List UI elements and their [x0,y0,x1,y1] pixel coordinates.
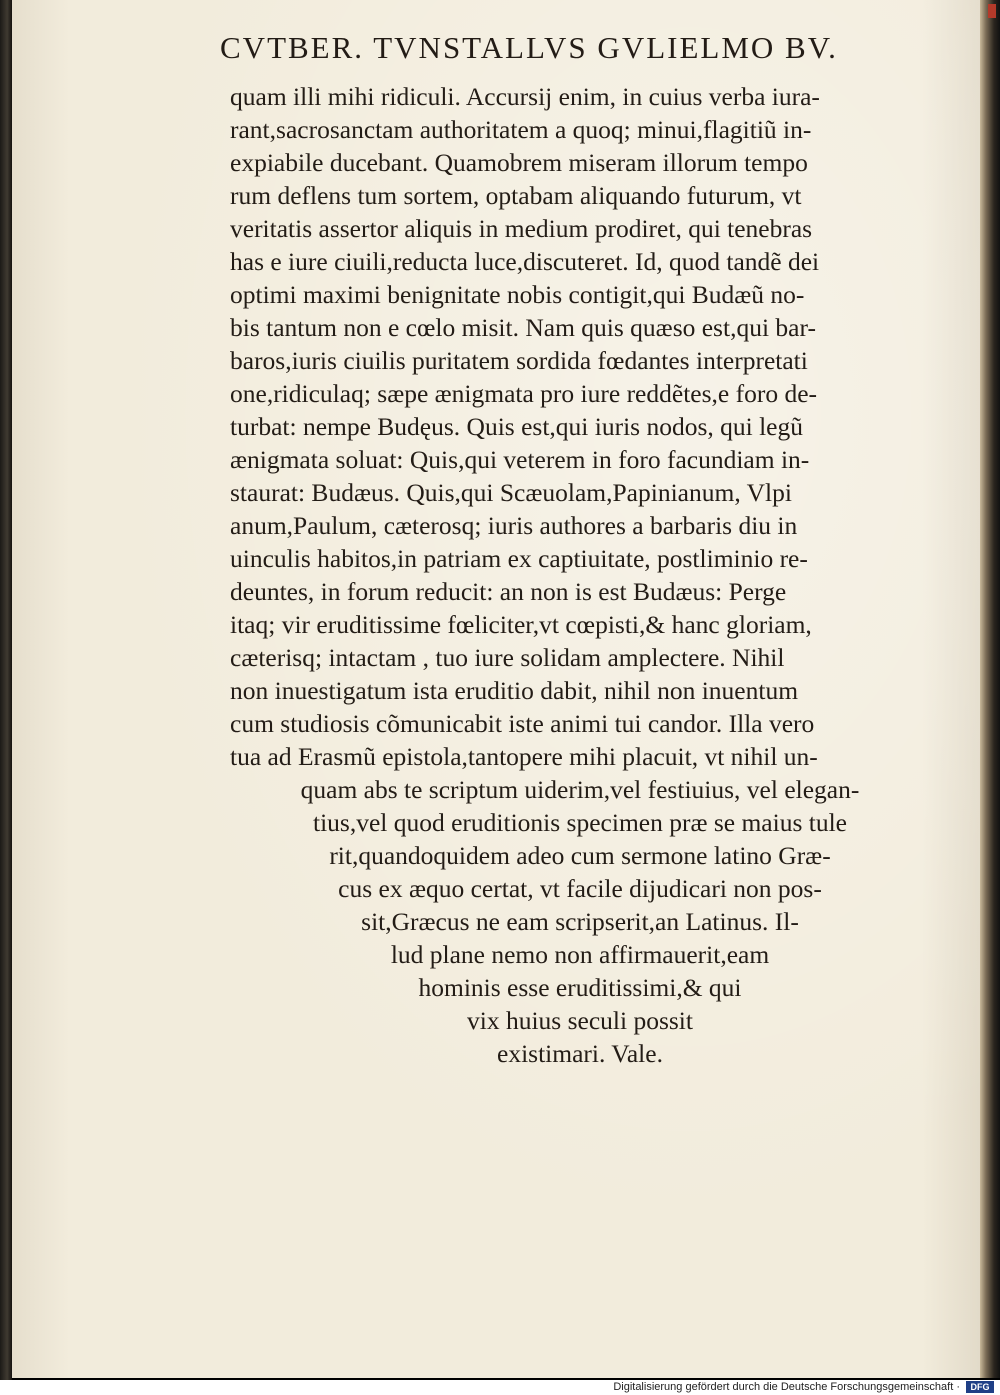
text-line: veritatis assertor aliquis in medium prodiret, qui tenebras [230,214,813,243]
text-line: anum,Paulum, cæterosq; iuris authores a barbaris diu in [230,511,798,540]
text-line: rit,quandoquidem adeo cum sermone latino Græ- [329,841,831,870]
text-line: deuntes, in forum reducit: an non is est Budæus: Perge [230,577,787,606]
text-line: vix huius seculi possit [467,1006,693,1035]
page-edge [980,0,1000,1378]
text-line: tius,vel quod eruditionis specimen præ se maius tule [312,808,847,837]
text-line: has e iure ciuili,reducta luce,discuteret. Id, quod tandẽ dei [230,247,820,276]
text-line: uinculis habitos,in patriam ex captiuitate, postliminio re- [230,544,808,573]
text-line: rant,sacrosanctam authoritatem a quoq; minui,flagitiũ in- [230,115,812,144]
text-line: itaq; vir eruditissime fœliciter,vt cœpisti,& hanc gloriam, [230,610,812,639]
text-line: cus ex æquo certat, vt facile dijudicari non pos- [338,874,822,903]
text-line: one,ridiculaq; sæpe ænigmata pro iure reddẽtes,e foro de- [230,379,818,408]
text-line: expiabile ducebant. Quamobrem miseram illorum tempo [230,148,808,177]
text-line: hominis esse eruditissimi,& qui [418,973,742,1002]
text-line: turbat: nempe Budęus. Quis est,qui iuris nodos, qui legũ [230,412,803,441]
footer-credit: Digitalisierung gefördert durch die Deutsche Forschungsgemeinschaft · [613,1381,960,1393]
text-line: existimari. Vale. [497,1039,663,1068]
book-spine [0,0,12,1380]
text-line: lud plane nemo non affirmauerit,eam [390,940,770,969]
text-line: quam abs te scriptum uiderim,vel festiuius, vel elegan- [300,775,860,804]
text-line: ænigmata soluat: Quis,qui veterem in foro facundiam in- [230,445,810,474]
dfg-logo-icon: DFG [966,1381,994,1393]
text-line: bis tantum non e cœlo misit. Nam quis quæso est,qui bar- [230,313,816,342]
text-line: tua ad Erasmũ epistola,tantopere mihi placuit, vt nihil un- [230,742,818,771]
running-head: CVTBER. TVNSTALLVS GVLIELMO BV. [220,30,838,65]
text-line: quam illi mihi ridiculi. Accursij enim, in cuius verba iura- [230,82,820,111]
text-line: sit,Græcus ne eam scripserit,an Latinus. Il- [361,907,799,936]
text-line: rum deflens tum sortem, optabam aliquando futurum, vt [230,181,802,210]
digitization-footer [0,1380,1000,1395]
text-line: baros,iuris ciuilis puritatem sordida fœdantes interpretati [230,346,808,375]
text-line: cum studiosis cõmunicabit iste animi tui candor. Illa vero [230,709,815,738]
text-line: cæterisq; intactam , tuo iure solidam amplectere. Nihil [230,643,785,672]
body-text [230,80,930,1070]
text-line: non inuestigatum ista eruditio dabit, nihil non inuentum [230,676,799,705]
text-line: optimi maximi benignitate nobis contigit,qui Budæũ no- [230,280,805,309]
color-marker [988,4,996,18]
text-line: staurat: Budæus. Quis,qui Scæuolam,Papinianum, Vlpi [230,478,792,507]
